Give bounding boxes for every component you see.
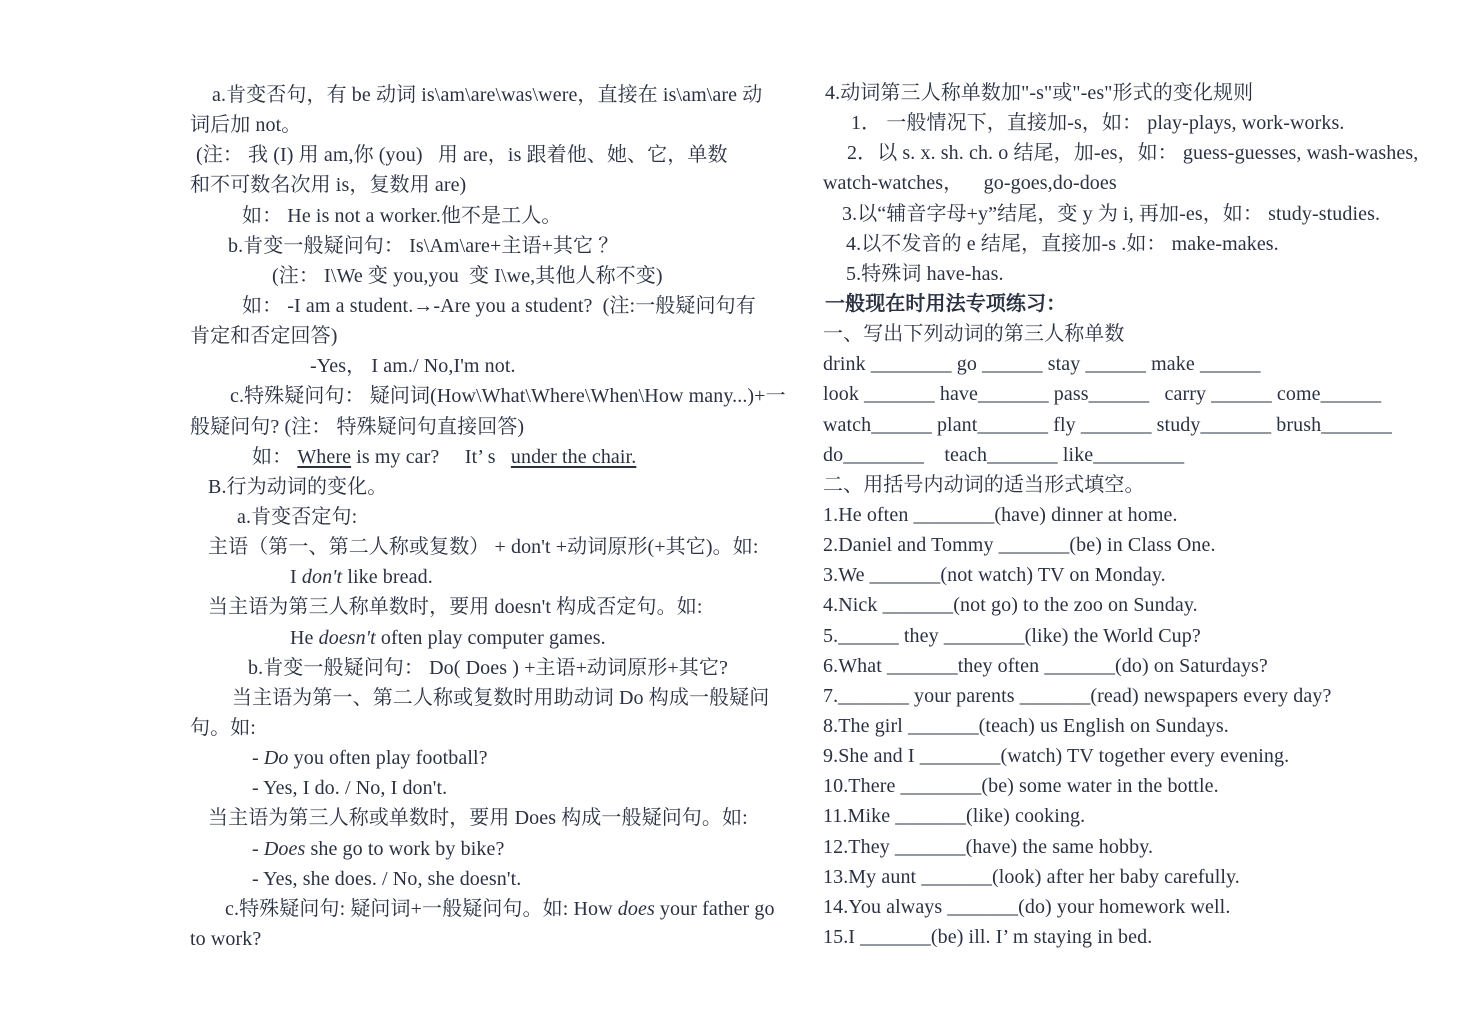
text-line: [190, 261, 765, 291]
text-line: [823, 892, 1403, 922]
text-line: [823, 108, 1403, 138]
text-segment: (注： I\We 变 you,you 变 I\we,其他人称不变): [272, 264, 663, 287]
text-line: [823, 319, 1403, 349]
text-line: [190, 864, 765, 894]
text-segment: 1.He often ________(have) dinner at home.: [823, 503, 1178, 526]
text-line: [190, 713, 765, 743]
text-line: [190, 442, 765, 472]
text-segment: your father go: [654, 897, 775, 920]
text-segment: 4.Nick _______(not go) to the zoo on Sunday.: [823, 594, 1198, 617]
text-segment: 词后加 not。: [190, 114, 302, 137]
text-line: [823, 410, 1403, 440]
text-segment: 肯定和否定回答): [190, 325, 338, 348]
text-segment: - Yes, she does. / No, she doesn't.: [252, 867, 522, 890]
text-line: [823, 621, 1403, 651]
text-segment: 12.They _______(have) the same hobby.: [823, 835, 1154, 858]
text-segment: -Yes， I am./ No,I'm not.: [310, 355, 516, 378]
text-segment: c.特殊疑问句: 疑问词+一般疑问句。如: How: [225, 897, 618, 920]
text-segment: 8.The girl _______(teach) us English on Sundays.: [823, 714, 1229, 737]
text-segment: 2.Daniel and Tommy _______(be) in Class One.: [823, 534, 1216, 557]
text-line: [823, 530, 1403, 560]
text-column-left: [190, 80, 786, 954]
text-line: [823, 771, 1403, 801]
text-line: [190, 170, 765, 200]
text-segment: you often play football?: [288, 747, 488, 770]
text-line: [190, 321, 765, 351]
text-line: [190, 773, 765, 803]
text-segment: -: [252, 837, 264, 860]
text-segment: 9.She and I ________(watch) TV together every evening.: [823, 745, 1290, 768]
text-segment: - Yes, I do. / No, I don't.: [252, 777, 448, 800]
text-segment: B.行为动词的变化。: [208, 475, 388, 498]
text-line: [190, 924, 765, 954]
text-line: [190, 803, 765, 833]
text-segment: 2．以 s. x. sh. ch. o 结尾，加-es，如： guess-guesses, wash-washes,: [847, 142, 1419, 165]
text-line: [190, 412, 765, 442]
text-line: [823, 440, 1403, 470]
text-segment: often play computer games.: [375, 626, 606, 649]
text-segment: 二、用括号内动词的适当形式填空。: [823, 473, 1145, 496]
text-line: [823, 138, 1419, 168]
text-line: [190, 653, 765, 683]
text-line: [823, 862, 1403, 892]
text-segment: b.肯变一般疑问句： Do( Does ) +主语+动词原形+其它?: [248, 656, 728, 679]
text-segment-italic: Do: [263, 747, 289, 770]
text-segment: 1． 一般情况下，直接加-s，如： play-plays, work-works.: [851, 112, 1345, 135]
text-segment: 7._______ your parents _______(read) newspapers every day?: [823, 684, 1332, 707]
text-line: [190, 140, 765, 170]
text-segment-italic: Does: [263, 837, 306, 860]
text-line: [190, 110, 765, 140]
text-segment: she go to work by bike?: [305, 837, 505, 860]
text-line: [190, 562, 765, 592]
text-line: [190, 834, 765, 864]
text-segment: 和不可数名次用 is，复数用 are): [190, 174, 467, 197]
text-line: [823, 590, 1403, 620]
text-segment: 13.My aunt _______(look) after her baby carefully.: [823, 865, 1240, 888]
text-segment: 14.You always _______(do) your homework well.: [823, 895, 1231, 918]
text-line: [190, 743, 765, 773]
text-line: [823, 560, 1403, 590]
text-line: [190, 502, 765, 532]
text-segment-italic: don't: [301, 566, 343, 589]
text-column-right: [823, 78, 1419, 952]
text-segment-italic: doesn't: [318, 626, 376, 649]
text-line: [823, 741, 1403, 771]
text-line: [823, 259, 1403, 289]
text-segment: 5.特殊词 have-has.: [846, 262, 1004, 285]
text-line: [190, 351, 765, 381]
text-segment: like bread.: [342, 566, 433, 589]
text-segment: watch-watches， go-goes,do-does: [823, 172, 1117, 195]
text-segment: -: [252, 747, 264, 770]
text-line: [823, 349, 1403, 379]
text-segment: 如： He is not a worker.他不是工人。: [242, 204, 562, 227]
text-line: [823, 229, 1403, 259]
text-segment-italic: does: [617, 897, 655, 920]
text-line: [190, 532, 765, 562]
text-line: [823, 168, 1403, 198]
text-line: [190, 80, 765, 110]
text-segment: a.肯变否定句:: [237, 505, 358, 528]
text-line: [190, 472, 765, 502]
text-segment: do________ teach_______ like_________: [823, 443, 1185, 466]
text-segment: look _______ have_______ pass______ carry ______ come______: [823, 383, 1382, 406]
text-segment: I: [290, 566, 302, 589]
text-segment: b.肯变一般疑问句： Is\Am\are+主语+其它 ？: [228, 234, 619, 257]
text-segment: (注： 我 (I) 用 am,你 (you) 用 are，is 跟着他、她、它，单数: [196, 144, 728, 167]
text-line: [190, 201, 765, 231]
text-segment: 15.I _______(be) ill. I’ m staying in bed.: [823, 925, 1153, 948]
text-line: [190, 683, 770, 713]
text-line: [823, 78, 1403, 108]
text-segment: 6.What _______they often _______(do) on Saturdays?: [823, 654, 1268, 677]
text-segment: 般疑问句? (注： 特殊疑问句直接回答): [190, 415, 525, 438]
text-segment-underline: under the chair.: [510, 445, 637, 468]
text-segment: 当主语为第一、第二人称或复数时用助动词 Do 构成一般疑问: [232, 686, 770, 709]
text-segment: a.肯变否句，有 be 动词 is\am\are\was\were，直接在 is\am\are 动: [212, 84, 763, 106]
text-line: [190, 623, 765, 653]
text-line: [823, 651, 1403, 681]
text-segment: 当主语为第三人称或单数时，要用 Does 构成一般疑问句。如:: [208, 807, 748, 830]
text-line: [823, 199, 1403, 229]
text-line: [190, 381, 786, 411]
text-line: [823, 922, 1403, 952]
text-segment: 3.We _______(not watch) TV on Monday.: [823, 564, 1166, 587]
text-segment: 主语（第一、第二人称或复数） + don't +动词原形(+其它)。如:: [208, 536, 759, 559]
text-line: [190, 291, 765, 321]
text-line: [190, 231, 765, 261]
text-line: [823, 801, 1403, 831]
text-segment: c.特殊疑问句： 疑问词(How\What\Where\When\How many...)+一: [230, 385, 786, 408]
text-line: [190, 894, 775, 924]
text-segment: 4.以不发音的 e 结尾，直接加-s .如： make-makes.: [846, 232, 1279, 255]
text-segment: 如： -I am a student.→-Are you a student? (注:一般疑问句有: [242, 294, 756, 317]
text-segment: 当主语为第三人称单数时，要用 doesn't 构成否定句。如:: [208, 596, 703, 619]
text-segment: is my car? It’ s: [351, 445, 511, 468]
text-line: [823, 379, 1403, 409]
text-line: [823, 289, 1403, 319]
text-segment: 5.______ they ________(like) the World Cup?: [823, 624, 1201, 647]
text-segment-underline: Where: [297, 445, 352, 468]
text-line: [823, 470, 1403, 500]
text-line: [190, 592, 765, 622]
text-segment: 一、写出下列动词的第三人称单数: [823, 323, 1125, 346]
text-line: [823, 681, 1403, 711]
text-line: [823, 832, 1403, 862]
text-segment: 4.动词第三人称单数加"-s"或"-es"形式的变化规则: [825, 82, 1254, 104]
text-segment: to work?: [190, 927, 262, 950]
text-segment: watch______ plant_______ fly _______ study_______ brush_______: [823, 413, 1392, 436]
text-line: [823, 711, 1403, 741]
text-segment: 11.Mike _______(like) cooking.: [823, 805, 1086, 828]
text-segment: 如：: [252, 445, 298, 468]
text-segment: He: [290, 626, 319, 649]
text-segment: 3.以“辅音字母+y”结尾，变 y 为 i, 再加-es，如： study-studies.: [842, 202, 1381, 225]
text-segment: 句。如:: [190, 716, 256, 739]
text-segment: drink ________ go ______ stay ______ make ______: [823, 353, 1261, 376]
text-segment-bold: 一般现在时用法专项练习：: [825, 292, 1067, 315]
text-segment: 10.There ________(be) some water in the bottle.: [823, 775, 1219, 798]
text-line: [823, 500, 1403, 530]
